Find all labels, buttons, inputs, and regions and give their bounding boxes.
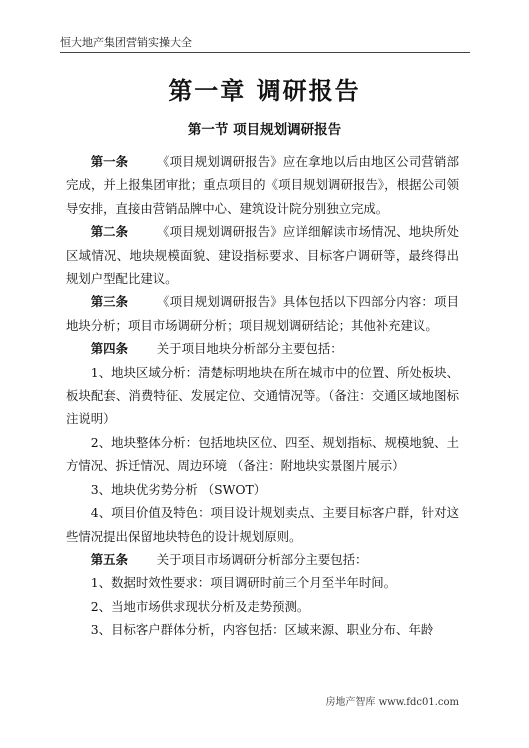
- paragraph-text: 2、地块整体分析：包括地块区位、四至、规划指标、规模地貌、土方情况、拆迁情况、周边环境 （备注：附地块实景图片展示）: [66, 434, 459, 474]
- paragraph: [66, 150, 459, 220]
- paragraph-text: 2、当地市场供求现状分析及走势预测。: [90, 598, 310, 614]
- paragraph: [66, 548, 459, 571]
- paragraph-text: 《项目规划调研报告》应在拿地以后由地区公司营销部完成，并上报集团审批；重点项目的《项目规划调研报告》，根据公司领导安排，直接由营销品牌中心、建筑设计院分别独立完成。: [66, 154, 459, 216]
- paragraph-text: 关于项目地块分析部分主要包括：: [156, 341, 343, 357]
- article-label: 第五条: [90, 551, 128, 567]
- paragraph: [66, 618, 459, 641]
- running-footer: 房地产智库 www.fdc01.com: [325, 697, 459, 708]
- paragraph-text: 《项目规划调研报告》应详细解读市场情况、地块所处区域情况、地块规模面貌、建设指标要求、目标客户调研等，最终得出规划户型配比建议。: [66, 224, 459, 287]
- section-title: 第一节 项目规划调研报告: [187, 122, 342, 138]
- paragraph: [66, 431, 459, 478]
- paragraph: [66, 501, 459, 548]
- paragraph-text: 1、地块区域分析：清楚标明地块在所在城市中的位置、所处板块、板块配套、消费特征、发展定位、交通情况等。（备注：交通区域地图标注说明）: [66, 364, 459, 427]
- chapter-title: 第一章 调研报告: [168, 77, 361, 105]
- paragraph: [66, 337, 459, 360]
- paragraph-text: 关于项目市场调研分析部分主要包括：: [156, 551, 368, 567]
- article-label: 第三条: [90, 294, 128, 310]
- paragraph-text: 《项目规划调研报告》具体包括以下四部分内容：项目地块分析；项目市场调研分析；项目规划调研结论；其他补充建议。: [66, 294, 459, 333]
- document-body: [66, 150, 459, 642]
- paragraph-text: 3、目标客户群体分析，内容包括：区域来源、职业分布、年龄: [90, 622, 434, 638]
- article-label: 第四条: [90, 341, 128, 357]
- article-label: 第二条: [90, 224, 128, 240]
- paragraph: [66, 478, 459, 501]
- paragraph: [66, 595, 459, 618]
- running-header: 恒大地产集团营销实操大全: [60, 37, 470, 53]
- paragraph: [66, 571, 459, 594]
- paragraph: [66, 361, 459, 431]
- paragraph-text: 3、地块优劣势分析 （SWOT）: [90, 481, 267, 497]
- paragraph: [66, 290, 459, 337]
- paragraph-text: 4、项目价值及特色：项目设计规划卖点、主要目标客户群，针对这些情况提出保留地块特色的设计规划原则。: [66, 505, 459, 544]
- article-label: 第一条: [90, 154, 128, 169]
- paragraph: [66, 220, 459, 290]
- paragraph-text: 1、数据时效性要求：项目调研时前三个月至半年时间。: [90, 575, 397, 591]
